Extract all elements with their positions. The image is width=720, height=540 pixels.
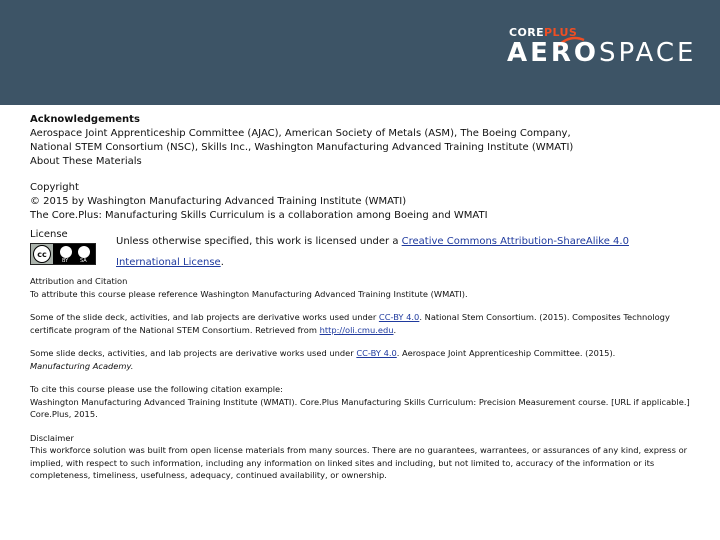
spacer (30, 169, 700, 181)
copyright-line-2: The Core.Plus: Manufacturing Skills Curriculum is a collaboration among Boeing and WMATI (30, 210, 488, 221)
disclaimer-heading: Disclaimer (30, 432, 74, 443)
license-text-after: . (220, 257, 224, 268)
derivative-works-2 (30, 347, 700, 372)
document-body (30, 113, 700, 482)
cc-by-label: BY (62, 258, 69, 264)
cc-badge-dark-panel (53, 244, 95, 264)
derivative-2-italic: Manufacturing Academy. (30, 360, 134, 371)
logo-core: CORE (509, 26, 545, 39)
logo-aero: AERO (507, 38, 600, 68)
license-statement (116, 231, 676, 273)
derivative-1-after: . (393, 324, 397, 335)
acknowledgements-heading: Acknowledgements (30, 114, 140, 125)
copyright-line-1: © 2015 by Washington Manufacturing Advanced Training Institute (WMATI) (30, 196, 407, 207)
acknowledgements-line-2: National STEM Consortium (NSC), Skills Inc., Washington Manufacturing Advanced Training Institute (WMATI) (30, 142, 574, 153)
derivative-works-1 (30, 311, 700, 336)
logo-space: SPACE (599, 38, 697, 68)
spacer (30, 336, 700, 347)
citation-intro: To cite this course please use the following citation example: (30, 384, 283, 394)
spacer (30, 421, 700, 432)
cc-by-link-1[interactable]: CC-BY 4.0 (378, 312, 420, 322)
license-heading: License (30, 229, 68, 240)
acknowledgements-section (30, 113, 700, 169)
cc-logo-icon: cc (33, 245, 51, 263)
derivative-2-before: Some slide decks, activities, and lab projects are derivative works used under (30, 348, 357, 358)
cc-license-link[interactable]: Creative Commons Attribution-ShareAlike 4.0 International License (116, 236, 629, 268)
acknowledgements-line-1: Aerospace Joint Apprenticeship Committee (AJAC), American Society of Metals (ASM), The Boeing Company, (30, 128, 571, 139)
cc-sharealike-icon (78, 246, 90, 258)
disclaimer-section (30, 432, 700, 482)
citation-section (30, 383, 700, 421)
derivative-2-middle: . Aerospace Joint Apprenticeship Committee. (2015). (396, 348, 616, 358)
cc-attribution-icon (60, 246, 72, 258)
copyright-heading: Copyright (30, 182, 79, 193)
spacer (30, 372, 700, 383)
header-banner (0, 0, 720, 105)
derivative-1-middle: . National Stem Consortium. (2015). Composites Technology certificate program of the National STEM Consortium. Retrieved from (30, 312, 670, 335)
logo-plus: PLUS (544, 26, 578, 39)
attribution-line: To attribute this course please reference Washington Manufacturing Advanced Training Institute (WMATI). (30, 288, 468, 299)
oli-url-link[interactable]: http://oli.cmu.edu (319, 324, 394, 335)
cc-sa-label: SA (80, 258, 87, 264)
license-section (30, 229, 700, 275)
aerospace-logo-text (507, 38, 696, 68)
attribution-section (30, 275, 700, 300)
spacer (30, 300, 700, 311)
citation-example: Washington Manufacturing Advanced Training Institute (WMATI). Core.Plus Manufacturing Skills Curriculum: Precision Measurement course. [URL if applicable.] Core.Plus, 2015. (30, 396, 690, 419)
attribution-heading: Attribution and Citation (30, 276, 128, 286)
disclaimer-text: This workforce solution was built from open license materials from many sources. There are no guarantees, warrantees, or assurances of any kind, express or implied, with respect to such information, including any information on linked sites and including, but not limited to, accuracy of the information or its completeness, timeliness, usefulness, adequacy, continued availability, or ownership. (30, 445, 688, 480)
derivative-1-before: Some of the slide deck, activities, and lab projects are derivative works used under (30, 312, 379, 322)
license-text-before: Unless otherwise specified, this work is licensed under a (116, 236, 402, 247)
copyright-section (30, 181, 700, 223)
about-materials-heading: About These Materials (30, 156, 142, 167)
cc-by-link-2[interactable]: CC-BY 4.0 (356, 348, 397, 358)
cc-by-sa-badge-icon (30, 243, 96, 265)
